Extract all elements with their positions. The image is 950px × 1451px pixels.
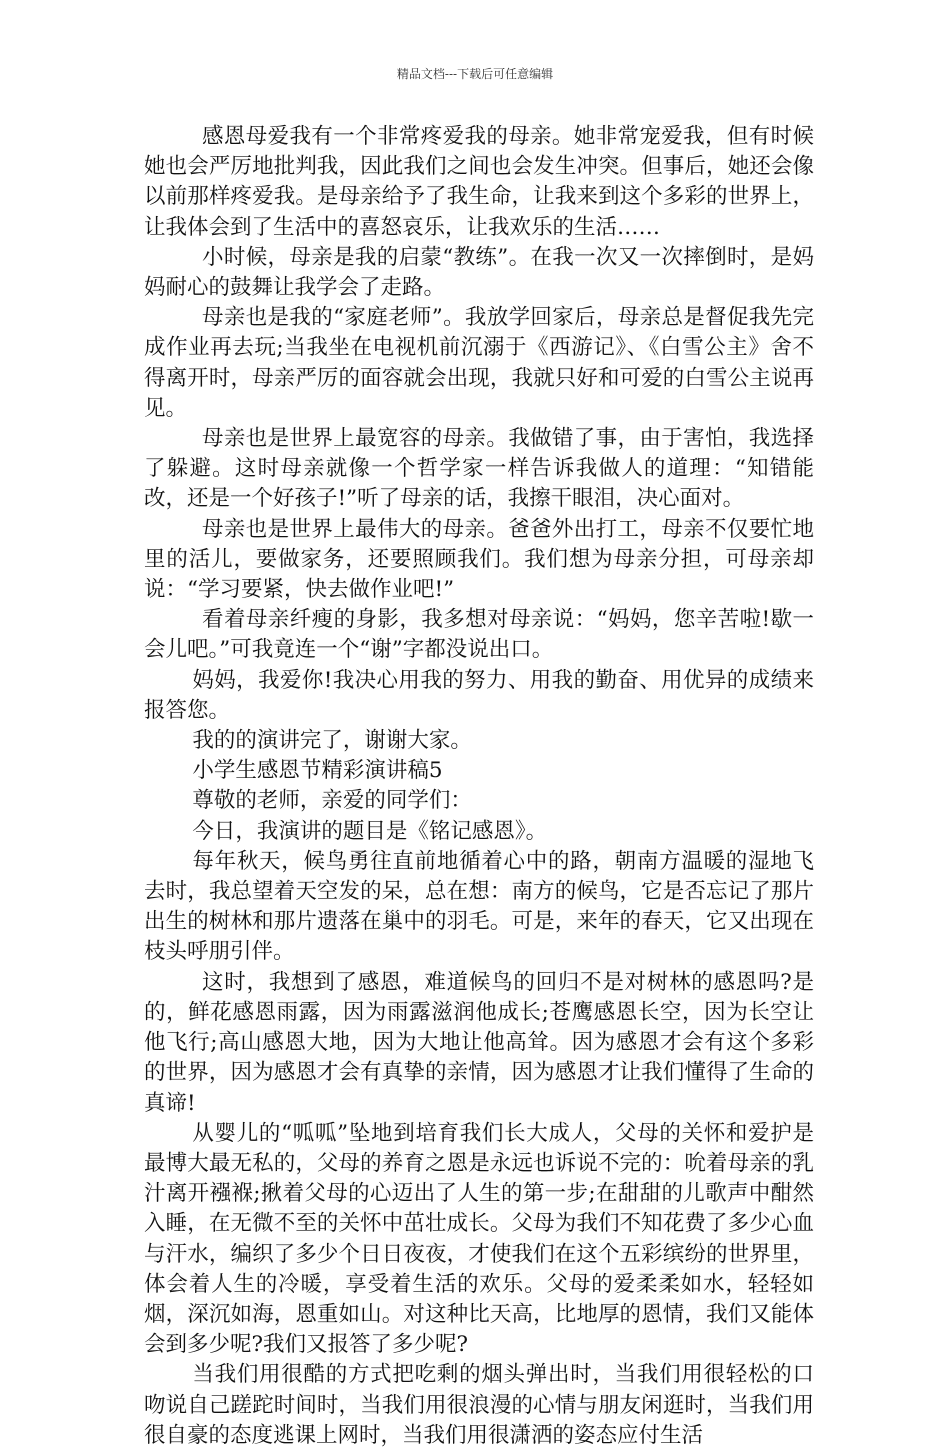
paragraph: 母亲也是世界上最宽容的母亲。我做错了事，由于害怕，我选择了躲避。这时母亲就像一个哲学家一样告诉我做人的道理：“知错能改，还是一个好孩子!”听了母亲的话，我擦干眼泪，决心面对。 bbox=[144, 426, 814, 512]
paragraph: 当我们用很酷的方式把吃剩的烟头弹出时，当我们用很轻松的口吻说自己蹉跎时间时，当我们用很浪漫的心情与朋友闲逛时，当我们用很自豪的态度逃课上网时，当我们用很潇洒的姿态应付生活 bbox=[144, 1362, 814, 1448]
section-title: 小学生感恩节精彩演讲稿5 bbox=[192, 758, 443, 784]
paragraph: 这时，我想到了感恩，难道候鸟的回归不是对树林的感恩吗?是的，鲜花感恩雨露，因为雨露滋润他成长;苍鹰感恩长空，因为长空让他飞行;高山感恩大地，因为大地让他高耸。因为感恩才会有这个多彩的世界，因为感恩才会有真挚的亲情，因为感恩才让我们懂得了生命的真谛! bbox=[144, 969, 814, 1116]
paragraph: 感恩母爱我有一个非常疼爱我的母亲。她非常宠爱我，但有时候她也会严厉地批判我，因此我们之间也会发生冲突。但事后，她还会像以前那样疼爱我。是母亲给予了我生命，让我来到这个多彩的世界上，让我体会到了生活中的喜怒哀乐，让我欢乐的生活…… bbox=[144, 124, 814, 240]
paragraph: 小时候，母亲是我的启蒙“教练”。在我一次又一次摔倒时，是妈妈耐心的鼓舞让我学会了走路。 bbox=[144, 244, 814, 301]
paragraph: 每年秋天，候鸟勇往直前地循着心中的路，朝南方温暖的湿地飞去时，我总望着天空发的呆，总在想：南方的候鸟，它是否忘记了那片出生的树林和那片遗落在巢中的羽毛。可是，来年的春天，它又出现在枝头呼朋引伴。 bbox=[144, 848, 814, 965]
paragraph: 妈妈，我爱你!我决心用我的努力、用我的勤奋、用优异的成绩来报答您。 bbox=[144, 667, 814, 723]
paragraph: 今日，我演讲的题目是《铭记感恩》。 bbox=[192, 818, 548, 844]
salutation: 尊敬的老师，亲爱的同学们： bbox=[192, 788, 472, 814]
paragraph: 从婴儿的“呱呱”坠地到培育我们长大成人，父母的关怀和爱护是最博大最无私的，父母的养育之恩是永远也诉说不完的：吮着母亲的乳汁离开襁褓;揪着父母的心迈出了人生的第一步;在甜甜的儿歌声中酣然入睡，在无微不至的关怀中茁壮成长。父母为我们不知花费了多少心血与汗水，编织了多少个日日夜夜，才使我们在这个五彩缤纷的世界里，体会着人生的冷暖，享受着生活的欢乐。父母的爱柔柔如水，轻轻如烟，深沉如海，恩重如山。对这种比天高，比地厚的恩情，我们又能体会到多少呢?我们又报答了多少呢? bbox=[144, 1120, 814, 1358]
page-header: 精品文档---下载后可任意编辑 bbox=[396, 67, 554, 81]
paragraph: 母亲也是我的“家庭老师”。我放学回家后，母亲总是督促我先完成作业再去玩;当我坐在电视机前沉溺于《西游记》、《白雪公主》舍不得离开时，母亲严厉的面容就会出现，我就只好和可爱的白雪公主说再见。 bbox=[144, 305, 814, 421]
document-body bbox=[144, 122, 814, 1451]
paragraph: 母亲也是世界上最伟大的母亲。爸爸外出打工，母亲不仅要忙地里的活儿，要做家务，还要照顾我们。我们想为母亲分担，可母亲却说：“学习要紧，快去做作业吧!” bbox=[144, 516, 814, 603]
paragraph: 我的的演讲完了，谢谢大家。 bbox=[192, 728, 472, 754]
paragraph: 看着母亲纤瘦的身影，我多想对母亲说：“妈妈，您辛苦啦!歇一会儿吧。”可我竟连一个“谢”字都没说出口。 bbox=[144, 607, 814, 663]
